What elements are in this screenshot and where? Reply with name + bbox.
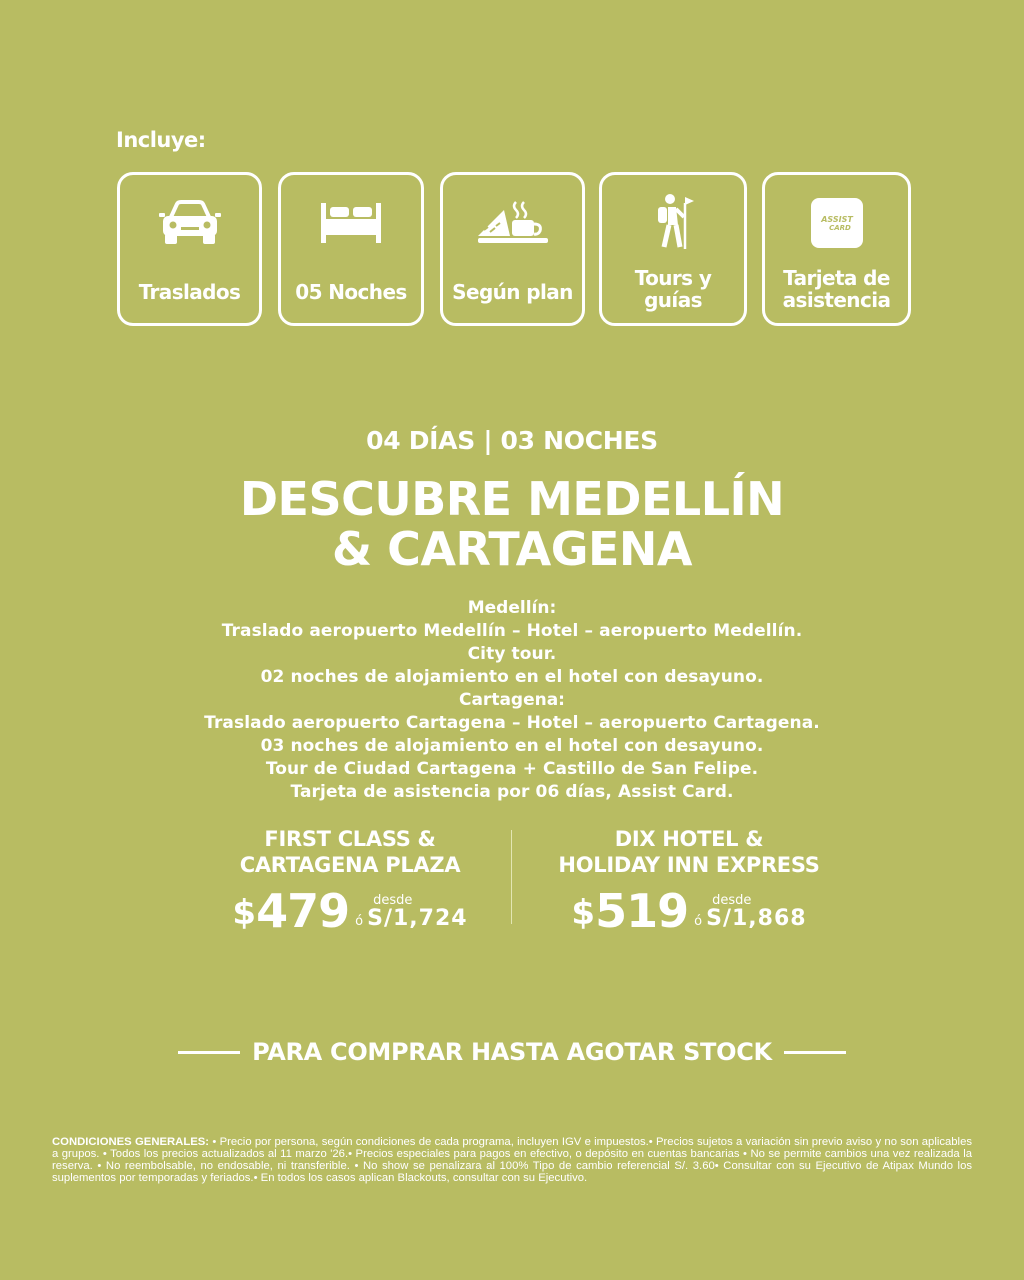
feature-label: Tarjeta de asistencia [782, 266, 891, 312]
itinerary-item: Traslado aeropuerto Cartagena – Hotel – aeropuerto Cartagena. [204, 713, 820, 733]
itinerary [0, 597, 1024, 804]
feature-label: Según plan [452, 280, 573, 304]
price-soles: S/1,724 [367, 906, 468, 931]
feature-assistance [762, 172, 911, 326]
price-alt [355, 894, 467, 930]
hotel-name [524, 826, 854, 878]
itinerary-heading: Medellín: [467, 598, 557, 618]
itinerary-item: City tour. [467, 644, 557, 664]
conditions-label: CONDICIONES GENERALES: [52, 1136, 210, 1148]
stock-banner [0, 1038, 1024, 1066]
bed-icon [281, 181, 421, 263]
hotel-name-line1: DIX HOTEL & [614, 827, 764, 851]
currency-symbol: $ [571, 893, 596, 933]
feature-label: Traslados [138, 280, 241, 304]
decorative-line-left [178, 1051, 240, 1054]
from-label: desde [373, 893, 413, 908]
price-usd: 479 [256, 884, 350, 938]
svg-text:CARD: CARD [828, 224, 851, 232]
itinerary-item: Tour de Ciudad Cartagena + Castillo de San Felipe. [265, 759, 759, 779]
itinerary-item: 02 noches de alojamiento en el hotel con desayuno. [260, 667, 764, 687]
hiker-icon [602, 181, 744, 263]
currency-symbol: $ [232, 893, 257, 933]
hotel-name-line1: FIRST CLASS & [264, 827, 436, 851]
from-label: desde [712, 893, 752, 908]
itinerary-item: Traslado aeropuerto Medellín – Hotel – aeropuerto Medellín. [221, 621, 803, 641]
itinerary-item: Tarjeta de asistencia por 06 días, Assist Card. [290, 782, 734, 802]
decorative-line-right [784, 1051, 846, 1054]
meal-icon [443, 181, 582, 263]
feature-label: 05 Noches [295, 280, 407, 304]
includes-heading: Incluye: [116, 128, 206, 152]
stock-text: PARA COMPRAR HASTA AGOTAR STOCK [252, 1038, 772, 1066]
price-option-1 [190, 826, 510, 936]
price-option-2 [524, 826, 854, 936]
price-soles: S/1,868 [706, 906, 807, 931]
feature-transfers [117, 172, 262, 326]
package-title [0, 474, 1024, 574]
price-row [190, 882, 510, 936]
conditions-text: • Precio por persona, según condiciones de cada programa, incluyen IGV e impuestos.• Precios sujetos a variación sin previo aviso y no son aplicables a grupos. • Todos los precios actualizados al 11 marzo '26.• Precios especiales para pagos en efectivo, o depósito en cuentas bancarias • No se permite cambios una vez realizada la reserva. • No reembolsable, no endosable, ni transferible. • No show se penalizara al 100% Tipo de cambio referencial S/. 3.60• Consultar con su Ejecutivo de Atipax Mundo los suplementos por temporadas y feriados.• En todos los casos aplican Blackouts, consultar con su Ejecutivo. [52, 1136, 972, 1184]
price-alt [694, 894, 806, 930]
feature-nights [278, 172, 424, 326]
svg-text:ASSIST: ASSIST [820, 215, 853, 224]
feature-label: Tours y guías [634, 266, 712, 312]
or-label: ó [694, 914, 703, 929]
package-title-line2: & CARTAGENA [331, 522, 693, 576]
hotel-name-line2: HOLIDAY INN EXPRESS [558, 853, 820, 877]
package-duration: 04 DÍAS | 03 NOCHES [366, 426, 658, 455]
itinerary-item: 03 noches de alojamiento en el hotel con desayuno. [260, 736, 764, 756]
feature-tours [599, 172, 747, 326]
price-row [524, 882, 854, 936]
assist-card-icon [765, 181, 908, 263]
feature-meals [440, 172, 585, 326]
package-title-line1: DESCUBRE MEDELLÍN [239, 472, 785, 526]
terms-and-conditions [52, 1136, 972, 1184]
price-usd: 519 [595, 884, 689, 938]
hotel-name-line2: CARTAGENA PLAZA [239, 853, 461, 877]
car-icon [120, 181, 259, 263]
or-label: ó [355, 914, 364, 929]
price-divider [511, 830, 512, 924]
itinerary-heading: Cartagena: [458, 690, 565, 710]
hotel-name [190, 826, 510, 878]
